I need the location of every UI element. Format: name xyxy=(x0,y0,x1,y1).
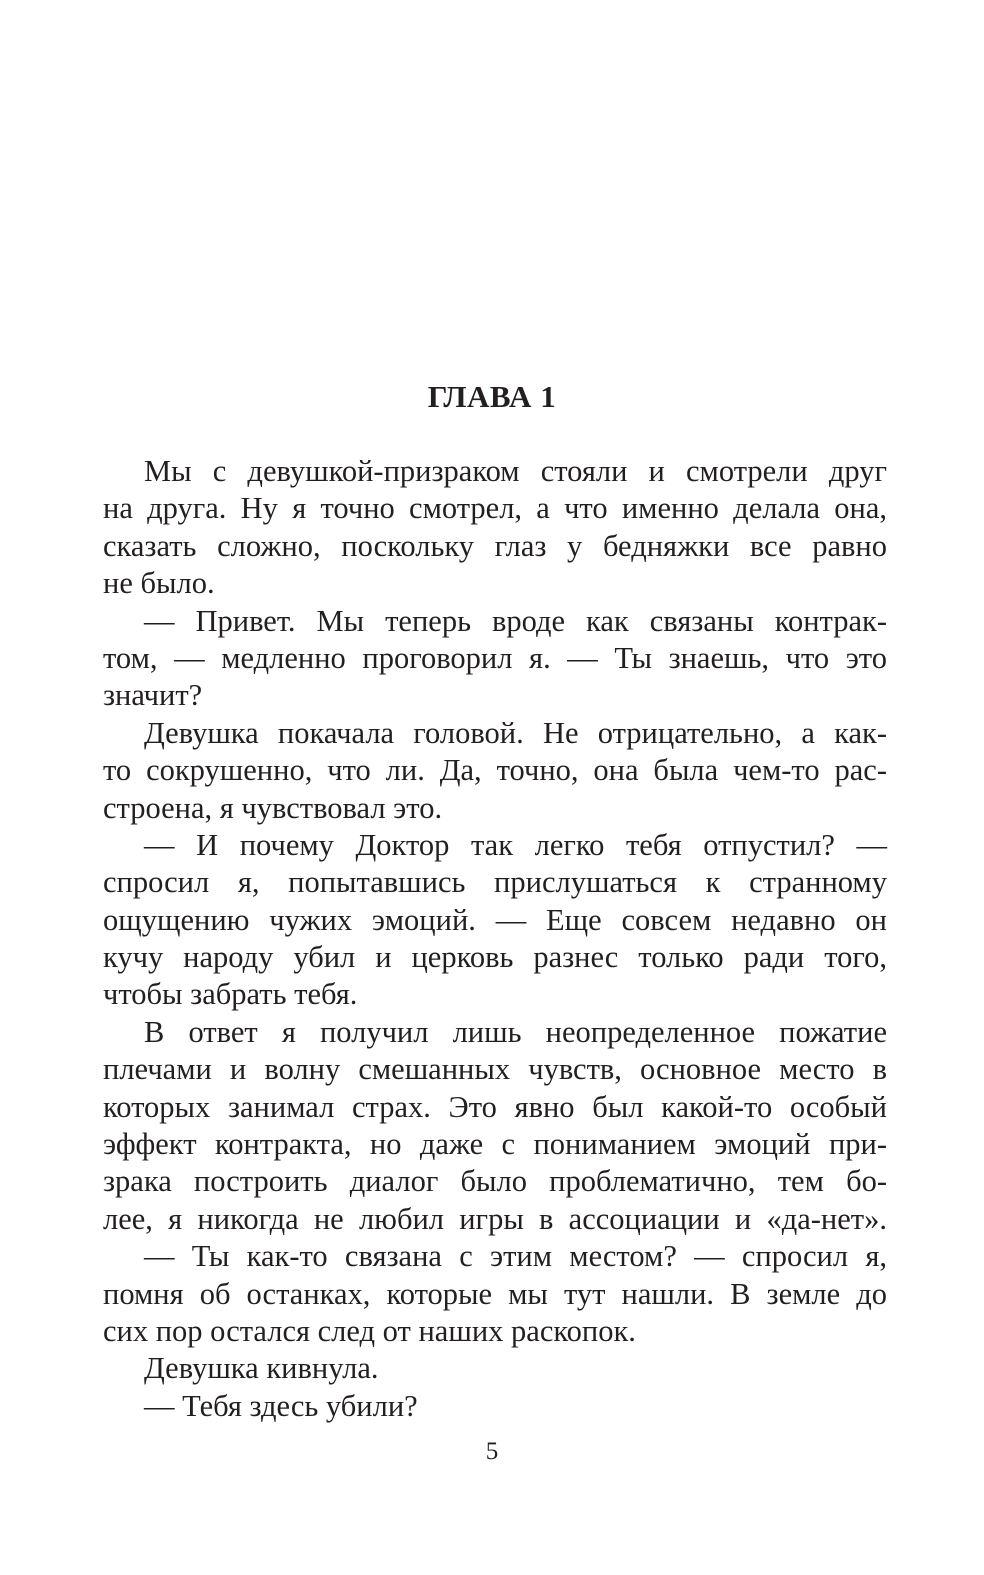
text-line: — Ты как-то связана с этим местом? — спросил я, xyxy=(144,1239,887,1274)
text-line: Девушка покачала головой. Не отрицательно, а как- xyxy=(144,715,887,750)
paragraph xyxy=(103,1014,887,1238)
page-number: 5 xyxy=(485,1438,499,1465)
paragraph xyxy=(103,827,887,1014)
paragraph xyxy=(103,603,887,715)
paragraph xyxy=(103,453,887,603)
text-line: эффект контракта, но даже с пониманием эмоций при- xyxy=(103,1127,887,1162)
text-line: плечами и волну смешанных чувств, основное место в xyxy=(103,1052,887,1087)
text-line: строена, я чувствовал это. xyxy=(103,790,443,825)
paragraph xyxy=(103,1350,887,1387)
text-line: сих пор остался след от наших раскопок. xyxy=(103,1313,636,1348)
text-line: лее, я никогда не любил игры в ассоциации и «да-нет». xyxy=(103,1201,887,1236)
chapter-title: ГЛАВА 1 xyxy=(427,379,557,414)
text-line: зрака построить диалог было проблематично, тем бо- xyxy=(103,1164,887,1199)
paragraph xyxy=(103,715,887,827)
text-line: В ответ я получил лишь неопределенное пожатие xyxy=(144,1014,887,1049)
text-line: на друга. Ну я точно смотрел, а что именно делала она, xyxy=(103,491,887,526)
text-line: — И почему Доктор так легко тебя отпустил? — xyxy=(144,827,887,862)
text-line: Девушка кивнула. xyxy=(144,1351,379,1386)
text-line: значит? xyxy=(103,678,203,713)
text-line: ощущению чужих эмоций. — Еще совсем недавно он xyxy=(103,902,887,937)
text-line: помня об останках, которые мы тут нашли. В земле до xyxy=(103,1276,887,1311)
text-line: кучу народу убил и церковь разнес только ради того, xyxy=(103,940,887,975)
text-line: — Привет. Мы теперь вроде как связаны контрак- xyxy=(144,603,887,638)
text-line: то сокрушенно, что ли. Да, точно, она была чем-то рас- xyxy=(103,753,887,788)
text-line: чтобы забрать тебя. xyxy=(103,977,358,1012)
text-line: спросил я, попытавшись прислушаться к странному xyxy=(103,865,887,900)
text-line: которых занимал страх. Это явно был какой-то особый xyxy=(103,1089,887,1124)
paragraph xyxy=(103,1388,887,1425)
chapter-body xyxy=(103,453,887,1425)
text-line: сказать сложно, поскольку глаз у бедняжки все равно xyxy=(103,528,887,563)
text-line: Мы с девушкой-призраком стояли и смотрели друг xyxy=(144,454,887,488)
paragraph xyxy=(103,1238,887,1350)
text-line: не было. xyxy=(103,566,215,601)
text-line: том, — медленно проговорил я. — Ты знаешь, что это xyxy=(103,640,887,675)
text-line: — Тебя здесь убили? xyxy=(144,1388,418,1423)
